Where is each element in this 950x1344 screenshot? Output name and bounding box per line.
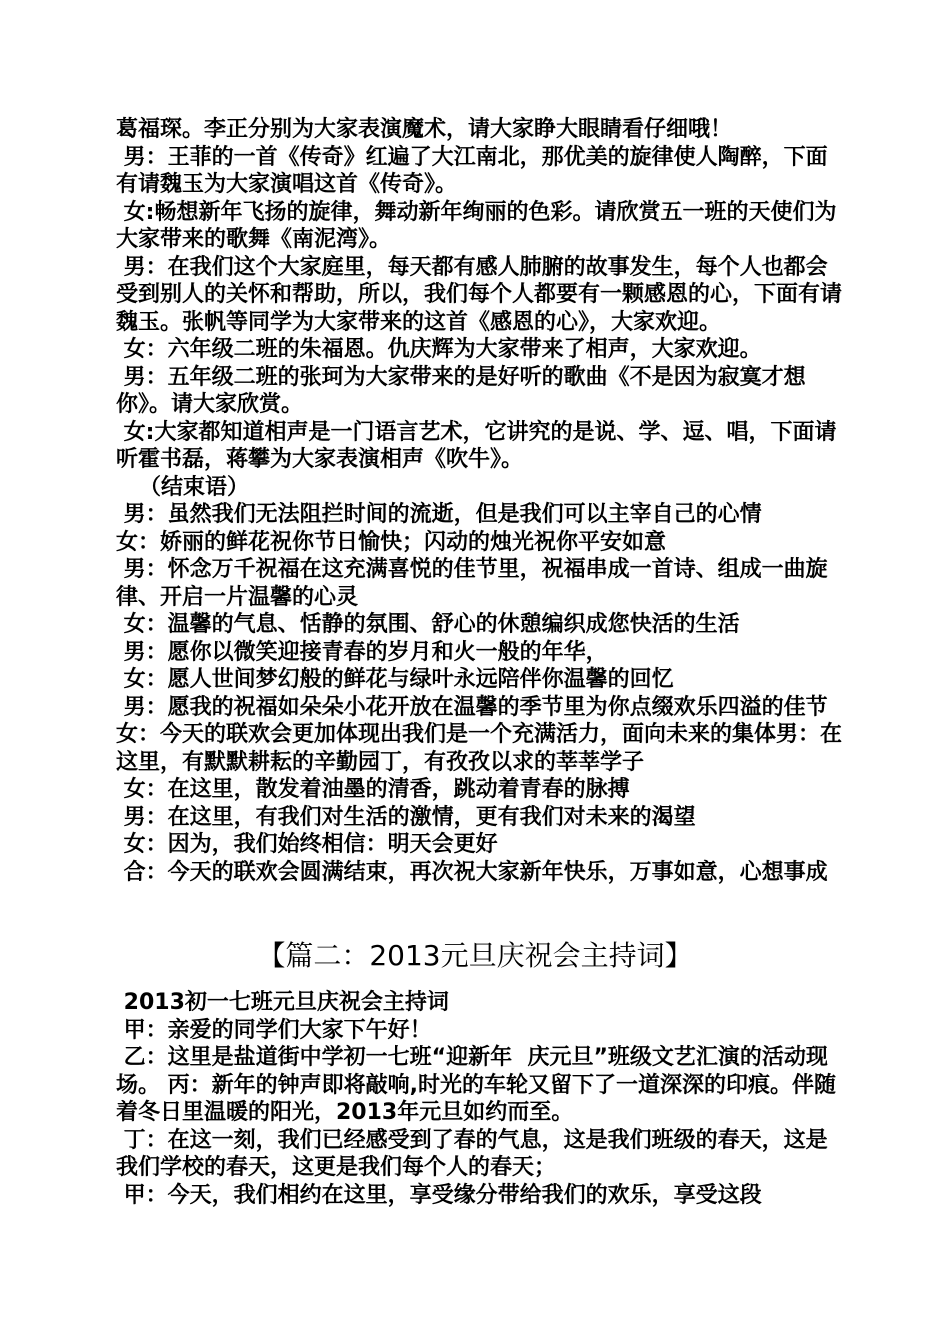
- paragraph: （结束语）: [116, 474, 249, 500]
- paragraph: 女:畅想新年飞扬的旋律，舞动新年绚丽的色彩。请欣赏五一班的天使们为大家带来的歌舞《南泥湾》。: [116, 199, 837, 252]
- paragraph: 甲：今天，我们相约在这里，享受缘分带给我们的欢乐，享受这段: [116, 1182, 762, 1208]
- paragraph: 乙：这里是盐道街中学初一七班“迎新年 庆元旦”班级文艺汇演的活动现场。 丙：新年的钟声即将敲响,时光的车轮又留下了一道深深的印痕。伴随着冬日里温暖的阳光，2013年元旦如约而至。: [116, 1045, 837, 1125]
- paragraph: 男：虽然我们无法阻拦时间的流逝，但是我们可以主宰自己的心情: [116, 502, 762, 527]
- paragraph: 女：因为，我们始终相信：明天会更好: [116, 832, 498, 857]
- paragraph: 2013初一七班元旦庆祝会主持词: [116, 990, 449, 1015]
- paragraph: 甲：亲爱的同学们大家下午好！: [116, 1017, 432, 1043]
- paragraph: 男：在这里，有我们对生活的激情，更有我们对未来的渴望: [116, 804, 696, 830]
- paragraph: 女：娇丽的鲜花祝你节日愉快；闪动的烛光祝你平安如意: [116, 529, 667, 555]
- paragraph: 女：六年级二班的朱福恩。仇庆辉为大家带来了相声，大家欢迎。: [116, 337, 762, 362]
- paragraph: 男：愿我的祝福如朵朵小花开放在温馨的季节里为你点缀欢乐四溢的佳节女：今天的联欢会更加体现出我们是一个充满活力，面向未来的集体男：在这里，有默默耕耘的辛勤园丁，有孜孜以求的莘莘学子: [116, 694, 843, 775]
- paragraph: 女：温馨的气息、恬静的氛围、舒心的休憩编织成您快活的生活: [116, 612, 740, 637]
- paragraph: 女：愿人世间梦幻般的鲜花与绿叶永远陪伴你温馨的回忆: [116, 667, 674, 692]
- script-section-two: [116, 989, 846, 1209]
- script-section-one: [116, 116, 846, 886]
- paragraph: 丁：在这一刻，我们已经感受到了春的气息，这是我们班级的春天，这是我们学校的春天，这更是我们每个人的春天；: [116, 1127, 828, 1180]
- paragraph: 男：在我们这个大家庭里，每天都有感人肺腑的故事发生，每个人也都会受到别人的关怀和帮助，所以，我们每个人都要有一颗感恩的心，下面有请魏玉。张帆等同学为大家带来的这首《感恩的心》，大家欢迎。: [116, 254, 843, 335]
- paragraph: 男：五年级二班的张珂为大家带来的是好听的歌曲《不是因为寂寞才想你》。请大家欣赏。: [116, 364, 806, 417]
- section-heading: 【篇二：2013元旦庆祝会主持词】: [257, 939, 693, 972]
- paragraph: 男：王菲的一首《传奇》红遍了大江南北，那优美的旋律使人陶醉，下面有请魏玉为大家演唱这首《传奇》。: [116, 144, 828, 197]
- paragraph: 女：在这里，散发着油墨的清香，跳动着青春的脉搏: [116, 777, 630, 802]
- paragraph: 男：怀念万千祝福在这充满喜悦的佳节里，祝福串成一首诗、组成一曲旋律、开启一片温馨的心灵: [116, 557, 828, 610]
- paragraph: 葛福琛。李正分别为大家表演魔术，请大家睁大眼睛看仔细哦！: [116, 117, 733, 142]
- paragraph: 合：今天的联欢会圆满结束，再次祝大家新年快乐，万事如意，心想事成: [116, 859, 828, 885]
- paragraph: 女:大家都知道相声是一门语言艺术，它讲究的是说、学、逗、唱，下面请听霍书磊，蒋攀为大家表演相声《吹牛》。: [116, 419, 837, 472]
- paragraph: 男：愿你以微笑迎接青春的岁月和火一般的年华，: [116, 639, 608, 665]
